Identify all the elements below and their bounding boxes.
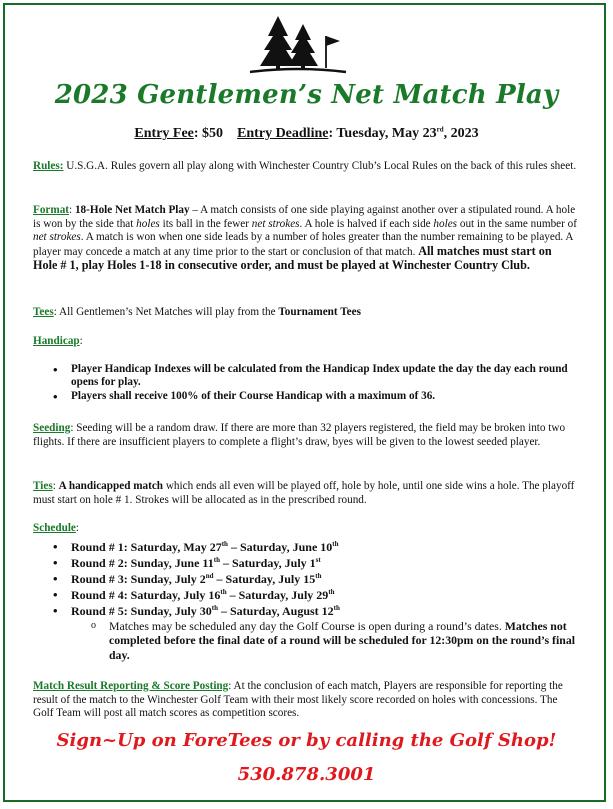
round-end-sup: th: [333, 603, 340, 612]
format-italic-1: holes: [136, 217, 160, 230]
format-text-4: out in the same number of: [457, 217, 577, 230]
round-start-sup: th: [220, 587, 227, 596]
rules-text: U.S.G.A. Rules govern all play along with Winchester Country Club’s Local Rules on the back of this rules sheet.: [63, 160, 577, 172]
entry-fee-value: : $50: [193, 126, 224, 141]
reporting-section: [33, 680, 578, 721]
ties-colon: :: [52, 480, 59, 492]
reporting-text: : At the conclusion of each match, Players are responsible for reporting the result of the match to the Winchester Golf Team with their most likely score recorded on holes with concessions. The Golf Team will post all match scores as competition scores.: [33, 680, 563, 720]
schedule-note-plain: Matches may be scheduled any day the Golf Course is open during a round’s dates.: [109, 618, 505, 633]
schedule-section: [33, 522, 578, 662]
tees-bold: Tournament Tees: [278, 306, 361, 318]
schedule-note-bold: Matches not completed before the final date of a round will be scheduled for 12:30pm on the round’s final day.: [109, 618, 575, 662]
round-end-sup: th: [332, 539, 339, 548]
entry-info: [0, 126, 613, 142]
round-start-sup: th: [211, 603, 218, 612]
format-lead: 18-Hole Net Match Play: [74, 204, 190, 216]
round-start: Round # 3: Sunday, July 2: [71, 571, 206, 586]
entry-deadline-sup: rd: [436, 125, 444, 134]
entry-deadline-value: : Tuesday, May 23: [328, 126, 437, 141]
format-italic-3: holes: [433, 217, 458, 230]
round-end: – Saturday, June 10: [227, 539, 333, 554]
reporting-label: Match Result Reporting & Score Posting: [33, 680, 229, 692]
tees-text: : All Gentlemen’s Net Matches will play from the: [53, 306, 279, 318]
round-end-sup: th: [328, 587, 335, 596]
round-end-sup: st: [315, 555, 321, 564]
round-start-sup: th: [221, 539, 228, 548]
seeding-label: Seeding: [33, 422, 71, 434]
round-end-sup: th: [315, 571, 322, 580]
list-item: [33, 587, 578, 603]
format-italic-2: net strokes: [251, 217, 300, 230]
schedule-colon: :: [75, 522, 80, 534]
list-item: [33, 603, 578, 619]
round-end: – Saturday, August 12: [217, 603, 334, 618]
list-item: • Player Handicap Indexes will be calculated from the Handicap Index update the day the day each round opens for play.: [33, 363, 578, 390]
rules-label: Rules:: [33, 160, 64, 172]
schedule-list: [33, 539, 578, 619]
ties-bold: A handicapped match: [58, 480, 164, 492]
round-end: – Saturday, July 15: [213, 571, 316, 586]
handicap-label: Handicap: [33, 335, 80, 347]
handicap-list: [33, 363, 578, 404]
list-item: [33, 571, 578, 587]
signup-callout: Sign~Up on ForeTees or by calling the Golf Shop!: [56, 730, 557, 751]
ties-section: [33, 480, 578, 507]
format-text-5: . A match is won when one side leads by a number of holes greater than the number remaining to be played. A player may concede a match at any time prior to the start or conclusion of that match.: [33, 231, 573, 258]
format-label: Format: [33, 204, 70, 216]
round-start: Round # 1: Saturday, May 27: [71, 539, 222, 554]
pine-trees-flag-icon: [248, 14, 348, 76]
tees-label: Tees: [33, 306, 54, 318]
schedule-label: Schedule: [33, 522, 76, 534]
round-start-sup: th: [213, 555, 220, 564]
rules-section: [33, 160, 578, 174]
page-title: 2023 Gentlemen’s Net Match Play: [54, 80, 559, 110]
format-colon: :: [69, 204, 75, 216]
list-item: [33, 555, 578, 571]
round-end: – Saturday, July 29: [226, 587, 329, 602]
format-section: [33, 204, 578, 274]
seeding-section: [33, 422, 578, 449]
round-start: Round # 5: Sunday, July 30: [71, 603, 212, 618]
format-bold-tail: All matches must start on Hole # 1, play Holes 1-18 in consecutive order, and must be played at Winchester Country Club.: [33, 243, 552, 273]
handicap-section: [33, 335, 578, 403]
schedule-note: [33, 619, 578, 663]
round-end: – Saturday, July 1: [219, 555, 316, 570]
format-italic-4: net strokes: [33, 231, 81, 244]
list-item: [33, 539, 578, 555]
entry-deadline-label: Entry Deadline: [237, 126, 329, 141]
ties-label: Ties: [33, 480, 53, 492]
entry-deadline-year: , 2023: [443, 126, 479, 141]
list-item: • Players shall receive 100% of their Course Handicap with a maximum of 36.: [33, 390, 578, 404]
round-start-sup: nd: [205, 571, 214, 580]
round-start: Round # 4: Saturday, July 16: [71, 587, 221, 602]
entry-fee-label: Entry Fee: [134, 126, 194, 141]
round-start: Round # 2: Sunday, June 11: [71, 555, 214, 570]
format-text-3: . A hole is halved if each side: [299, 217, 434, 230]
seeding-text: : Seeding will be a random draw. If there are more than 32 players registered, the field may be broken into two flights. If there are insufficient players to complete a flight’s draw, byes will be given to the lowest seeded player.: [33, 422, 566, 448]
handicap-colon: :: [79, 335, 83, 347]
tees-section: [33, 306, 578, 320]
format-text-1: – A match consists of one side playing against another over a stipulated round. A hole is won by the side that: [33, 204, 576, 230]
phone-number: 530.878.3001: [237, 764, 376, 785]
format-text-2: its ball in the fewer: [159, 217, 252, 230]
ties-text: which ends all even will be played off, hole by hole, until one side wins a hole. The playoff must start on hole # 1. Strokes will be allocated as in the prescribed round.: [33, 480, 575, 506]
